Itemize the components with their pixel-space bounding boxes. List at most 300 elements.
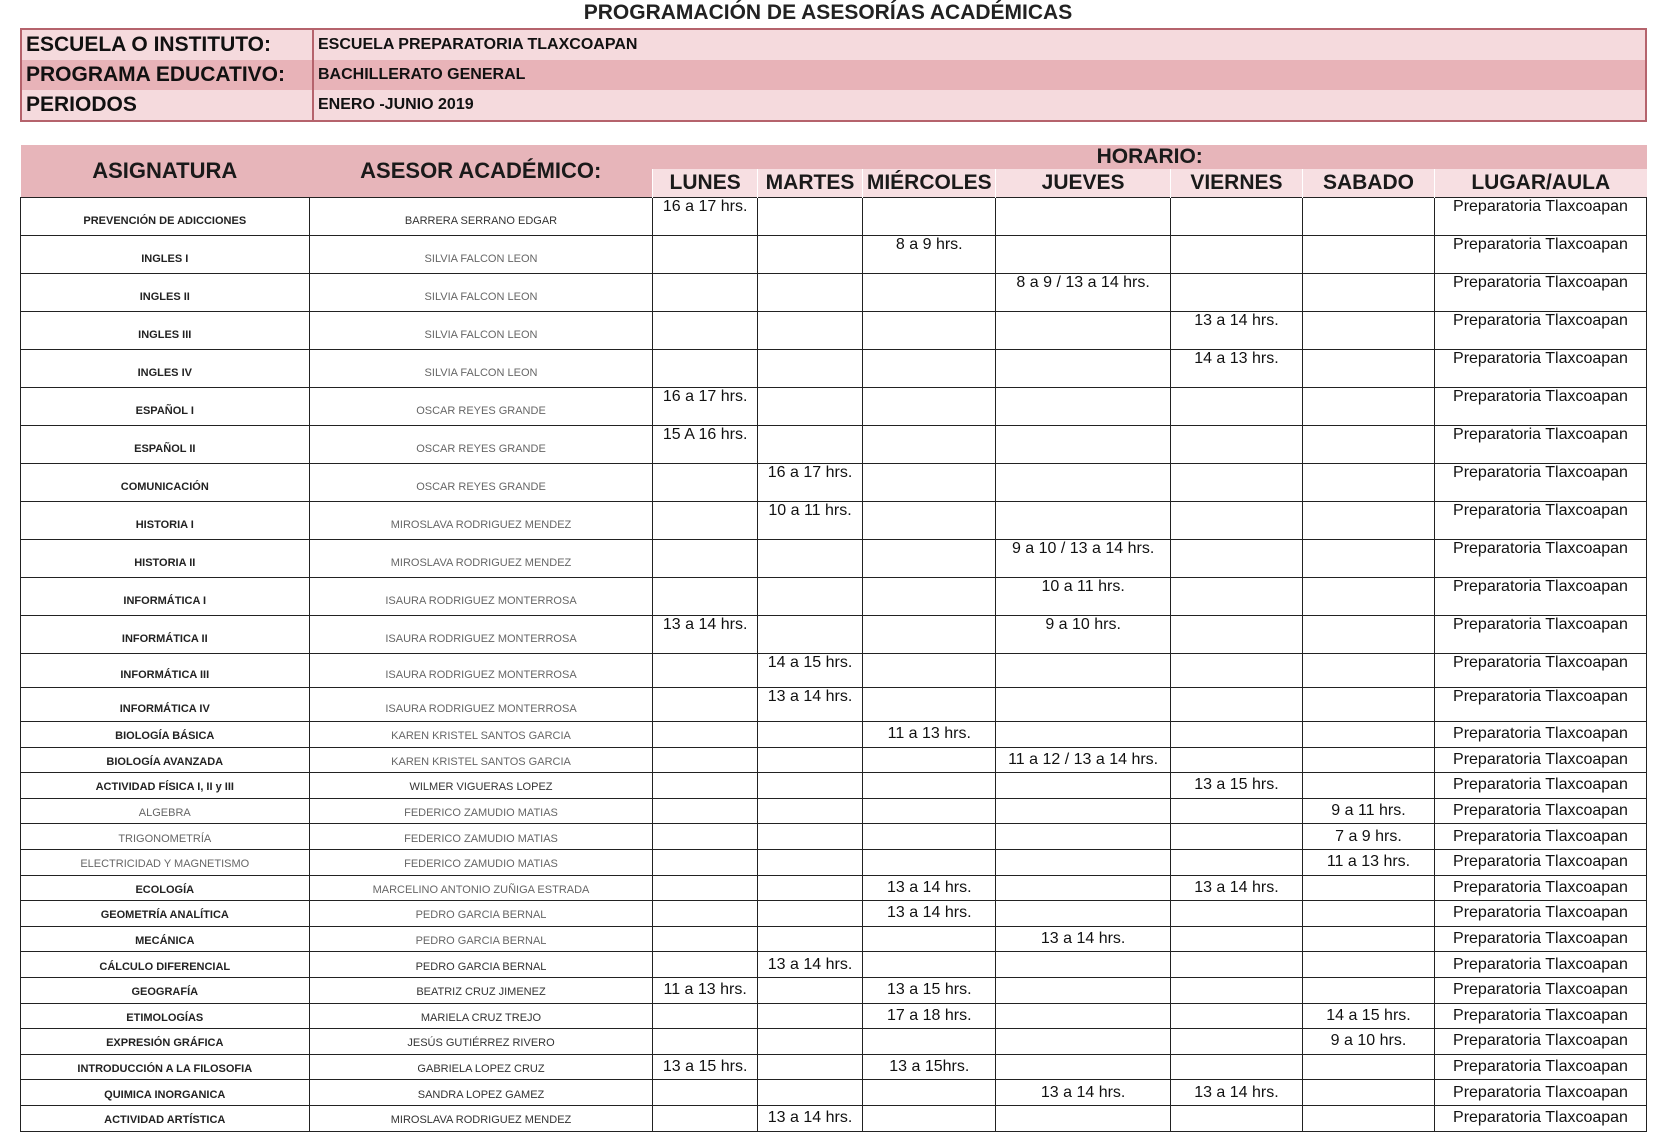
time-cell [863, 654, 996, 688]
asesor-cell: MARIELA CRUZ TREJO [309, 1003, 653, 1029]
time-cell [1302, 1105, 1434, 1131]
time-cell [1302, 722, 1434, 748]
place-cell: Preparatoria Tlaxcoapan [1434, 977, 1646, 1003]
asesor-cell: PEDRO GARCIA BERNAL [309, 901, 653, 927]
time-cell: 13 a 14 hrs. [757, 688, 862, 722]
time-cell: 13 a 14 hrs. [1170, 875, 1302, 901]
time-cell: 7 a 9 hrs. [1302, 824, 1434, 850]
table-row [21, 426, 1647, 464]
time-cell: 13 a 15 hrs. [863, 977, 996, 1003]
time-cell [863, 688, 996, 722]
header-day: JUEVES [996, 169, 1171, 198]
time-cell [1302, 388, 1434, 426]
time-cell [1302, 198, 1434, 236]
time-cell [996, 464, 1171, 502]
time-cell [1302, 578, 1434, 616]
time-cell [1302, 274, 1434, 312]
time-cell: 11 a 13 hrs. [653, 977, 757, 1003]
time-cell [996, 502, 1171, 540]
asesor-cell: ISAURA RODRIGUEZ MONTERROSA [309, 688, 653, 722]
time-cell [653, 773, 757, 799]
time-cell [653, 312, 757, 350]
place-cell: Preparatoria Tlaxcoapan [1434, 236, 1646, 274]
table-row [21, 540, 1647, 578]
subject-cell: INGLES IV [21, 350, 310, 388]
time-cell [1302, 312, 1434, 350]
time-cell [1302, 875, 1434, 901]
asesor-cell: FEDERICO ZAMUDIO MATIAS [309, 798, 653, 824]
time-cell [1170, 688, 1302, 722]
time-cell [653, 502, 757, 540]
asesor-cell: WILMER VIGUERAS LOPEZ [309, 773, 653, 799]
time-cell [757, 901, 862, 927]
time-cell [653, 350, 757, 388]
asesor-cell: FEDERICO ZAMUDIO MATIAS [309, 849, 653, 875]
time-cell [757, 747, 862, 773]
table-row [21, 388, 1647, 426]
time-cell: 14 a 15 hrs. [1302, 1003, 1434, 1029]
asesor-cell: MIROSLAVA RODRIGUEZ MENDEZ [309, 540, 653, 578]
time-cell [996, 198, 1171, 236]
place-cell: Preparatoria Tlaxcoapan [1434, 849, 1646, 875]
table-row [21, 312, 1647, 350]
time-cell [1170, 926, 1302, 952]
header-day: MIÉRCOLES [863, 169, 996, 198]
time-cell [996, 875, 1171, 901]
place-cell: Preparatoria Tlaxcoapan [1434, 274, 1646, 312]
time-cell [863, 274, 996, 312]
time-cell [1170, 274, 1302, 312]
time-cell [653, 688, 757, 722]
time-cell [653, 1029, 757, 1055]
time-cell: 13 a 15 hrs. [653, 1054, 757, 1080]
time-cell [653, 824, 757, 850]
time-cell [863, 824, 996, 850]
time-cell [757, 722, 862, 748]
time-cell [996, 977, 1171, 1003]
time-cell [863, 426, 996, 464]
header-day: VIERNES [1170, 169, 1302, 198]
table-row [21, 654, 1647, 688]
time-cell [653, 849, 757, 875]
time-cell: 11 a 13 hrs. [863, 722, 996, 748]
time-cell [996, 798, 1171, 824]
time-cell [757, 236, 862, 274]
asesor-cell: ISAURA RODRIGUEZ MONTERROSA [309, 616, 653, 654]
time-cell [757, 875, 862, 901]
time-cell [996, 901, 1171, 927]
header-day: SABADO [1302, 169, 1434, 198]
time-cell: 13 a 14 hrs. [653, 616, 757, 654]
time-cell [1302, 901, 1434, 927]
subject-cell: BIOLOGÍA AVANZADA [21, 747, 310, 773]
place-cell: Preparatoria Tlaxcoapan [1434, 312, 1646, 350]
time-cell [863, 747, 996, 773]
table-row [21, 1054, 1647, 1080]
time-cell [1302, 926, 1434, 952]
time-cell [653, 875, 757, 901]
table-row [21, 901, 1647, 927]
place-cell: Preparatoria Tlaxcoapan [1434, 688, 1646, 722]
place-cell: Preparatoria Tlaxcoapan [1434, 540, 1646, 578]
place-cell: Preparatoria Tlaxcoapan [1434, 901, 1646, 927]
place-cell: Preparatoria Tlaxcoapan [1434, 824, 1646, 850]
time-cell: 11 a 12 / 13 a 14 hrs. [996, 747, 1171, 773]
time-cell [996, 312, 1171, 350]
asesor-cell: KAREN KRISTEL SANTOS GARCIA [309, 747, 653, 773]
time-cell: 9 a 10 / 13 a 14 hrs. [996, 540, 1171, 578]
time-cell: 11 a 13 hrs. [1302, 849, 1434, 875]
info-label: PERIODOS [21, 90, 313, 121]
table-row [21, 722, 1647, 748]
table-row [21, 274, 1647, 312]
table-row [21, 502, 1647, 540]
subject-cell: EXPRESIÓN GRÁFICA [21, 1029, 310, 1055]
time-cell: 17 a 18 hrs. [863, 1003, 996, 1029]
time-cell [1302, 654, 1434, 688]
time-cell: 10 a 11 hrs. [996, 578, 1171, 616]
asesor-cell: MARCELINO ANTONIO ZUÑIGA ESTRADA [309, 875, 653, 901]
time-cell: 15 A 16 hrs. [653, 426, 757, 464]
time-cell [1302, 236, 1434, 274]
time-cell: 9 a 10 hrs. [996, 616, 1171, 654]
subject-cell: HISTORIA II [21, 540, 310, 578]
header-row-top [21, 145, 1647, 169]
place-cell: Preparatoria Tlaxcoapan [1434, 616, 1646, 654]
time-cell [653, 654, 757, 688]
time-cell: 9 a 10 hrs. [1302, 1029, 1434, 1055]
asesor-cell: PEDRO GARCIA BERNAL [309, 952, 653, 978]
place-cell: Preparatoria Tlaxcoapan [1434, 798, 1646, 824]
time-cell [757, 350, 862, 388]
time-cell [1170, 1029, 1302, 1055]
time-cell [863, 798, 996, 824]
place-cell: Preparatoria Tlaxcoapan [1434, 1003, 1646, 1029]
time-cell [996, 426, 1171, 464]
time-cell: 16 a 17 hrs. [757, 464, 862, 502]
time-cell [863, 502, 996, 540]
schedule-table [20, 145, 1647, 1132]
info-label: ESCUELA O INSTITUTO: [21, 29, 313, 60]
time-cell [757, 312, 862, 350]
subject-cell: INFORMÁTICA III [21, 654, 310, 688]
asesor-cell: MIROSLAVA RODRIGUEZ MENDEZ [309, 502, 653, 540]
table-row [21, 773, 1647, 799]
place-cell: Preparatoria Tlaxcoapan [1434, 502, 1646, 540]
time-cell: 13 a 14 hrs. [996, 926, 1171, 952]
time-cell [1170, 426, 1302, 464]
place-cell: Preparatoria Tlaxcoapan [1434, 198, 1646, 236]
time-cell [653, 798, 757, 824]
time-cell [996, 654, 1171, 688]
place-cell: Preparatoria Tlaxcoapan [1434, 464, 1646, 502]
time-cell [1170, 1054, 1302, 1080]
subject-cell: ESPAÑOL I [21, 388, 310, 426]
place-cell: Preparatoria Tlaxcoapan [1434, 722, 1646, 748]
time-cell [1302, 688, 1434, 722]
table-row [21, 849, 1647, 875]
time-cell: 14 a 13 hrs. [1170, 350, 1302, 388]
time-cell [653, 901, 757, 927]
table-row [21, 1080, 1647, 1106]
time-cell [863, 773, 996, 799]
time-cell [1302, 773, 1434, 799]
subject-cell: ELECTRICIDAD Y MAGNETISMO [21, 849, 310, 875]
subject-cell: BIOLOGÍA BÁSICA [21, 722, 310, 748]
time-cell [863, 926, 996, 952]
table-row [21, 350, 1647, 388]
place-cell: Preparatoria Tlaxcoapan [1434, 1054, 1646, 1080]
time-cell [757, 426, 862, 464]
asesor-cell: SANDRA LOPEZ GAMEZ [309, 1080, 653, 1106]
time-cell [996, 722, 1171, 748]
subject-cell: CÁLCULO DIFERENCIAL [21, 952, 310, 978]
place-cell: Preparatoria Tlaxcoapan [1434, 773, 1646, 799]
subject-cell: ACTIVIDAD ARTÍSTICA [21, 1105, 310, 1131]
table-row [21, 952, 1647, 978]
time-cell [757, 540, 862, 578]
table-row [21, 1003, 1647, 1029]
time-cell [1170, 824, 1302, 850]
asesor-cell: SILVIA FALCON LEON [309, 350, 653, 388]
subject-cell: ETIMOLOGÍAS [21, 1003, 310, 1029]
asesor-cell: FEDERICO ZAMUDIO MATIAS [309, 824, 653, 850]
table-row [21, 616, 1647, 654]
table-row [21, 688, 1647, 722]
time-cell [863, 540, 996, 578]
time-cell [653, 1105, 757, 1131]
time-cell [653, 722, 757, 748]
time-cell [996, 824, 1171, 850]
time-cell: 9 a 11 hrs. [1302, 798, 1434, 824]
time-cell [1302, 747, 1434, 773]
time-cell [863, 350, 996, 388]
time-cell [1170, 977, 1302, 1003]
subject-cell: COMUNICACIÓN [21, 464, 310, 502]
asesor-cell: SILVIA FALCON LEON [309, 312, 653, 350]
asesor-cell: ISAURA RODRIGUEZ MONTERROSA [309, 578, 653, 616]
place-cell: Preparatoria Tlaxcoapan [1434, 350, 1646, 388]
table-row [21, 198, 1647, 236]
time-cell [996, 952, 1171, 978]
info-value: ESCUELA PREPARATORIA TLAXCOAPAN [313, 29, 1646, 60]
time-cell [1302, 350, 1434, 388]
time-cell [1170, 952, 1302, 978]
time-cell [757, 977, 862, 1003]
asesor-cell: ISAURA RODRIGUEZ MONTERROSA [309, 654, 653, 688]
time-cell: 13 a 14 hrs. [1170, 1080, 1302, 1106]
page-title: PROGRAMACIÓN DE ASESORÍAS ACADÉMICAS [583, 1, 1073, 24]
time-cell [1170, 747, 1302, 773]
asesor-cell: GABRIELA LOPEZ CRUZ [309, 1054, 653, 1080]
time-cell [1170, 464, 1302, 502]
place-cell: Preparatoria Tlaxcoapan [1434, 875, 1646, 901]
subject-cell: ALGEBRA [21, 798, 310, 824]
time-cell: 13 a 14 hrs. [1170, 312, 1302, 350]
time-cell [757, 578, 862, 616]
time-cell [996, 1105, 1171, 1131]
place-cell: Preparatoria Tlaxcoapan [1434, 926, 1646, 952]
time-cell [757, 1029, 862, 1055]
asesor-cell: JESÚS GUTIÉRREZ RIVERO [309, 1029, 653, 1055]
subject-cell: INFORMÁTICA IV [21, 688, 310, 722]
place-cell: Preparatoria Tlaxcoapan [1434, 578, 1646, 616]
time-cell [996, 688, 1171, 722]
asesor-cell: BARRERA SERRANO EDGAR [309, 198, 653, 236]
table-row [21, 798, 1647, 824]
time-cell [1302, 977, 1434, 1003]
time-cell: 14 a 15 hrs. [757, 654, 862, 688]
place-cell: Preparatoria Tlaxcoapan [1434, 1080, 1646, 1106]
subject-cell: INTRODUCCIÓN A LA FILOSOFIA [21, 1054, 310, 1080]
time-cell [653, 540, 757, 578]
asesor-cell: OSCAR REYES GRANDE [309, 426, 653, 464]
time-cell [1170, 798, 1302, 824]
header-day: LUNES [653, 169, 757, 198]
asesor-cell: SILVIA FALCON LEON [309, 274, 653, 312]
time-cell [653, 926, 757, 952]
asesor-cell: PEDRO GARCIA BERNAL [309, 926, 653, 952]
time-cell [1302, 616, 1434, 654]
time-cell [757, 1080, 862, 1106]
time-cell [653, 578, 757, 616]
subject-cell: INFORMÁTICA I [21, 578, 310, 616]
time-cell [996, 236, 1171, 274]
time-cell: 16 a 17 hrs. [653, 388, 757, 426]
info-label: PROGRAMA EDUCATIVO: [21, 60, 313, 90]
time-cell [653, 1080, 757, 1106]
asesor-cell: OSCAR REYES GRANDE [309, 464, 653, 502]
asesor-cell: SILVIA FALCON LEON [309, 236, 653, 274]
subject-cell: MECÁNICA [21, 926, 310, 952]
time-cell [996, 388, 1171, 426]
time-cell [1170, 849, 1302, 875]
time-cell: 13 a 14 hrs. [863, 875, 996, 901]
place-cell: Preparatoria Tlaxcoapan [1434, 388, 1646, 426]
time-cell [653, 274, 757, 312]
subject-cell: QUIMICA INORGANICA [21, 1080, 310, 1106]
time-cell [996, 849, 1171, 875]
header-asignatura: ASIGNATURA [21, 145, 310, 198]
asesor-cell: KAREN KRISTEL SANTOS GARCIA [309, 722, 653, 748]
time-cell [1170, 502, 1302, 540]
info-table [20, 28, 1647, 122]
time-cell: 13 a 15 hrs. [1170, 773, 1302, 799]
time-cell [1170, 616, 1302, 654]
time-cell [653, 952, 757, 978]
subject-cell: INFORMÁTICA II [21, 616, 310, 654]
subject-cell: INGLES II [21, 274, 310, 312]
time-cell [757, 773, 862, 799]
asesor-cell: MIROSLAVA RODRIGUEZ MENDEZ [309, 1105, 653, 1131]
info-value: ENERO -JUNIO 2019 [313, 90, 1646, 121]
time-cell [757, 1054, 862, 1080]
time-cell [863, 312, 996, 350]
place-cell: Preparatoria Tlaxcoapan [1434, 747, 1646, 773]
time-cell [757, 616, 862, 654]
subject-cell: ECOLOGÍA [21, 875, 310, 901]
subject-cell: TRIGONOMETRÍA [21, 824, 310, 850]
time-cell [757, 274, 862, 312]
time-cell [1170, 578, 1302, 616]
time-cell [863, 1080, 996, 1106]
subject-cell: ACTIVIDAD FÍSICA I, II y III [21, 773, 310, 799]
time-cell: 8 a 9 hrs. [863, 236, 996, 274]
info-value: BACHILLERATO GENERAL [313, 60, 1646, 90]
time-cell [863, 578, 996, 616]
time-cell [1302, 426, 1434, 464]
time-cell: 16 a 17 hrs. [653, 198, 757, 236]
place-cell: Preparatoria Tlaxcoapan [1434, 1105, 1646, 1131]
time-cell [1170, 236, 1302, 274]
subject-cell: PREVENCIÓN DE ADICCIONES [21, 198, 310, 236]
table-row [21, 875, 1647, 901]
time-cell [863, 1029, 996, 1055]
header-lugar: LUGAR/AULA [1434, 169, 1646, 198]
info-row-period [21, 90, 1646, 121]
time-cell [1170, 1105, 1302, 1131]
time-cell [1302, 502, 1434, 540]
header-horario: HORARIO: [653, 145, 1647, 169]
time-cell [1302, 1054, 1434, 1080]
table-row [21, 926, 1647, 952]
subject-cell: GEOMETRÍA ANALÍTICA [21, 901, 310, 927]
subject-cell: INGLES I [21, 236, 310, 274]
place-cell: Preparatoria Tlaxcoapan [1434, 426, 1646, 464]
asesor-cell: BEATRIZ CRUZ JIMENEZ [309, 977, 653, 1003]
header-day: MARTES [757, 169, 862, 198]
header-asesor: ASESOR ACADÉMICO: [309, 145, 653, 198]
place-cell: Preparatoria Tlaxcoapan [1434, 1029, 1646, 1055]
time-cell [863, 616, 996, 654]
asesor-cell: OSCAR REYES GRANDE [309, 388, 653, 426]
time-cell: 10 a 11 hrs. [757, 502, 862, 540]
time-cell [996, 1003, 1171, 1029]
time-cell [996, 773, 1171, 799]
subject-cell: HISTORIA I [21, 502, 310, 540]
time-cell [1170, 540, 1302, 578]
time-cell [863, 1105, 996, 1131]
info-row-program [21, 60, 1646, 90]
time-cell [1302, 1080, 1434, 1106]
time-cell [1302, 464, 1434, 502]
table-row [21, 977, 1647, 1003]
time-cell [996, 350, 1171, 388]
subject-cell: ESPAÑOL II [21, 426, 310, 464]
table-row [21, 824, 1647, 850]
time-cell [757, 798, 862, 824]
time-cell [863, 952, 996, 978]
time-cell [863, 849, 996, 875]
time-cell [1170, 901, 1302, 927]
place-cell: Preparatoria Tlaxcoapan [1434, 952, 1646, 978]
place-cell: Preparatoria Tlaxcoapan [1434, 654, 1646, 688]
subject-cell: GEOGRAFÍA [21, 977, 310, 1003]
time-cell [757, 926, 862, 952]
time-cell [1170, 198, 1302, 236]
time-cell [1170, 388, 1302, 426]
table-row [21, 236, 1647, 274]
time-cell: 13 a 14 hrs. [863, 901, 996, 927]
time-cell [757, 824, 862, 850]
time-cell [1170, 1003, 1302, 1029]
table-row [21, 1105, 1647, 1131]
time-cell: 13 a 14 hrs. [757, 952, 862, 978]
time-cell: 13 a 14 hrs. [757, 1105, 862, 1131]
time-cell [1302, 952, 1434, 978]
info-row-school [21, 29, 1646, 60]
time-cell [863, 198, 996, 236]
